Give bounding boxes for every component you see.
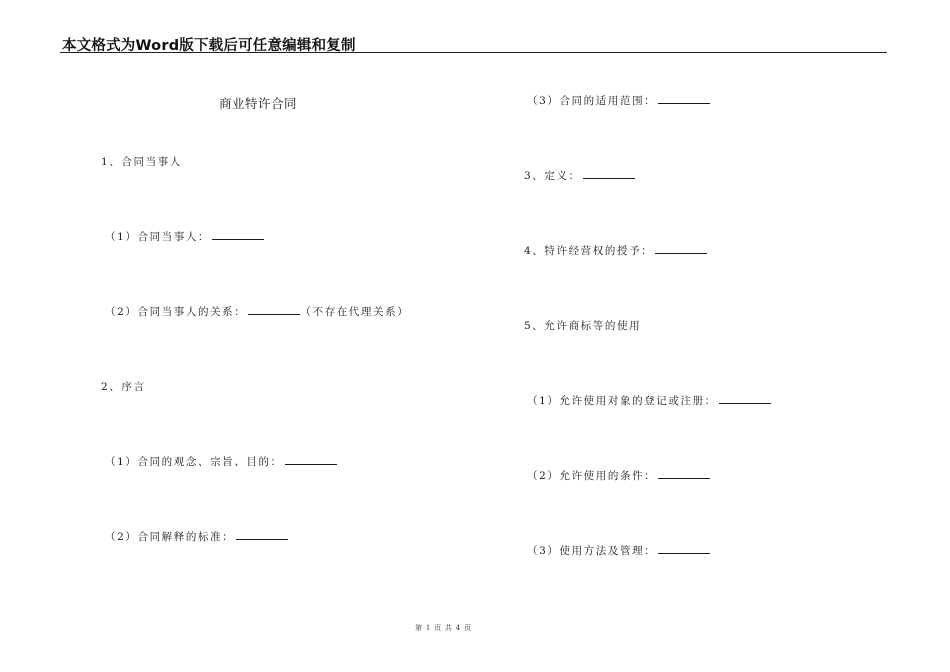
fill-in-blank[interactable] xyxy=(655,243,707,254)
clause-label: 4、特许经营权的授予： xyxy=(524,245,654,257)
header-divider xyxy=(60,52,887,53)
clause-line xyxy=(105,304,409,319)
fill-in-blank[interactable] xyxy=(285,454,337,465)
fill-in-blank[interactable] xyxy=(658,93,710,104)
clause-line xyxy=(527,93,710,108)
document-header: 本文格式为Word版下载后可任意编辑和复制 xyxy=(62,38,356,54)
clause-note: （不存在代理关系） xyxy=(300,306,410,318)
clause-label: （1）合同当事人： xyxy=(105,231,211,243)
clause-line xyxy=(527,543,710,558)
clause-line xyxy=(105,454,337,469)
section-heading: 1、合同当事人 xyxy=(101,156,182,168)
clause-line xyxy=(105,229,264,244)
clause-label: （2）合同当事人的关系： xyxy=(105,306,247,318)
clause-label: （3）合同的适用范围： xyxy=(527,95,657,107)
fill-in-blank[interactable] xyxy=(583,168,635,179)
fill-in-blank[interactable] xyxy=(658,543,710,554)
page-number: 第 1 页 共 4 页 xyxy=(415,624,472,632)
clause-line xyxy=(527,393,771,408)
fill-in-blank[interactable] xyxy=(658,468,710,479)
clause-label: （2）允许使用的条件： xyxy=(527,470,657,482)
clause-line xyxy=(527,468,710,483)
clause-line xyxy=(524,243,707,258)
clause-line xyxy=(105,529,288,544)
clause-label: （1）合同的观念、宗旨、目的： xyxy=(105,456,283,468)
clause-label: 3、定义： xyxy=(524,170,581,182)
fill-in-blank[interactable] xyxy=(212,229,264,240)
clause-label: （3）使用方法及管理： xyxy=(527,545,657,557)
section-heading: 5、允许商标等的使用 xyxy=(524,320,642,332)
section-heading: 2、序言 xyxy=(101,381,146,393)
clause-label: （2）合同解释的标准： xyxy=(105,531,235,543)
fill-in-blank[interactable] xyxy=(248,304,300,315)
fill-in-blank[interactable] xyxy=(719,393,771,404)
contract-title: 商业特许合同 xyxy=(219,96,298,111)
fill-in-blank[interactable] xyxy=(236,529,288,540)
clause-label: （1）允许使用对象的登记或注册： xyxy=(527,395,717,407)
clause-line xyxy=(524,168,635,183)
